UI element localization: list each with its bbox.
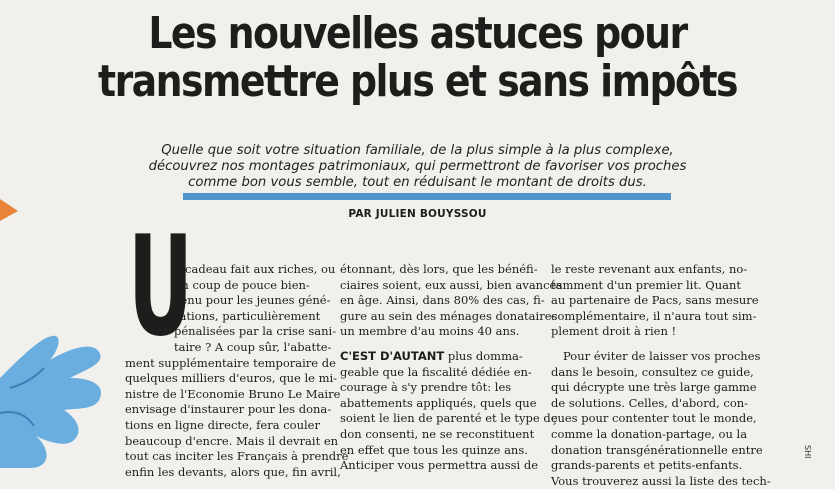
- text-line: étonnant, dès lors, que les bénéfi-: [340, 262, 538, 276]
- accent-rule: [183, 193, 671, 200]
- text-line: don consenti, ne se reconstituent: [340, 426, 535, 441]
- text-line: Pour éviter de laisser vos proches: [563, 348, 761, 363]
- text-line: en âge. Ainsi, dans 80% des cas, fi-: [340, 293, 545, 308]
- section-lead-in: C'EST D'AUTANT: [340, 348, 445, 363]
- text-line: ciaires soient, eux aussi, bien avancés: [340, 277, 563, 292]
- standfirst-line-2: découvrez nos montages patrimoniaux, qui permettront de favoriser vos proches: [148, 159, 687, 174]
- text-line: en effet que tous les quinze ans.: [340, 442, 528, 457]
- text-line: beaucoup d'encre. Mais il devrait en: [125, 433, 339, 448]
- standfirst-line-3: comme bon vous semble, tout en réduisant le montant de droits dus.: [188, 175, 647, 190]
- text-line: dans le besoin, consultez ce guide,: [551, 364, 754, 379]
- text-line: un coup de pouce bien-: [174, 277, 310, 292]
- text-line: courage à s'y prendre tôt: les: [340, 380, 512, 395]
- text-line: au partenaire de Pacs, sans mesure: [551, 293, 759, 308]
- byline: PAR JULIEN BOUYSSOU: [348, 208, 487, 220]
- text-line: venu pour les jeunes géné-: [174, 293, 331, 308]
- article-column-1: [125, 262, 349, 480]
- text-line: nistre de l'Economie Bruno Le Maire: [125, 386, 341, 401]
- text-line: rations, particulièrement: [174, 308, 321, 323]
- text-line: tamment d'un premier lit. Quant: [551, 277, 741, 292]
- text-line: Vous trouverez aussi la liste des tech-: [551, 473, 771, 488]
- text-line: [340, 349, 540, 365]
- text-line: qui décrypte une très large gamme: [551, 380, 757, 395]
- text-line: enfin les devants, alors que, fin avril,: [125, 464, 341, 479]
- text-line: gure au sein des ménages donataires: [340, 308, 558, 323]
- text-line: taire ? A coup sûr, l'abatte-: [174, 339, 332, 354]
- text-line: le reste revenant aux enfants, no-: [551, 262, 748, 276]
- headline-line-2: transmettre plus et sans impôts: [98, 56, 737, 107]
- text-line: grands-parents et petits-enfants.: [551, 458, 743, 473]
- photo-credit: SHI: [803, 445, 812, 459]
- article-column-2: [340, 262, 563, 474]
- text-line: tout cas inciter les Français à prendre: [125, 449, 349, 464]
- text-line: pénalisées par la crise sani-: [174, 324, 337, 339]
- text-line: un membre d'au moins 40 ans.: [340, 324, 520, 339]
- article-standfirst: [0, 143, 835, 191]
- text-line: envisage d'instaurer pour les dona-: [125, 402, 332, 417]
- drop-cap: U: [128, 206, 193, 367]
- blue-hand-illustration: [0, 318, 120, 468]
- text-line: çues pour contenter tout le monde,: [551, 411, 757, 426]
- text-line: Anticiper vous permettra aussi de: [340, 458, 539, 473]
- text-line: n cadeau fait aux riches, ou: [174, 262, 336, 276]
- standfirst-line-1: Quelle que soit votre situation familiale, de la plus simple à la plus complexe,: [161, 143, 674, 158]
- text-line: ment supplémentaire temporaire de: [125, 355, 336, 370]
- text-line: abattements appliqués, quels que: [340, 395, 537, 410]
- article-column-3: [551, 262, 771, 489]
- paragraph-gap: [551, 340, 749, 349]
- headline-line-1: Les nouvelles astuces pour: [148, 8, 687, 59]
- text-line: soient le lien de parenté et le type de: [340, 411, 558, 426]
- text-line: donation transgénérationnelle entre: [551, 442, 763, 457]
- paragraph-gap: [340, 340, 540, 349]
- text-line: complémentaire, il n'aura tout sim-: [551, 308, 757, 323]
- text-line: comme la donation-partage, ou la: [551, 426, 748, 441]
- text-line: tions en ligne directe, fera couler: [125, 417, 320, 432]
- text-line: quelques milliers d'euros, que le mi-: [125, 371, 338, 386]
- article-headline: [58, 10, 776, 106]
- text-line: de solutions. Celles, d'abord, con-: [551, 395, 749, 410]
- text-line: plement droit à rien !: [551, 324, 677, 339]
- text-line: geable que la fiscalité dédiée en-: [340, 364, 532, 379]
- text-fragment: plus domma-: [447, 348, 523, 363]
